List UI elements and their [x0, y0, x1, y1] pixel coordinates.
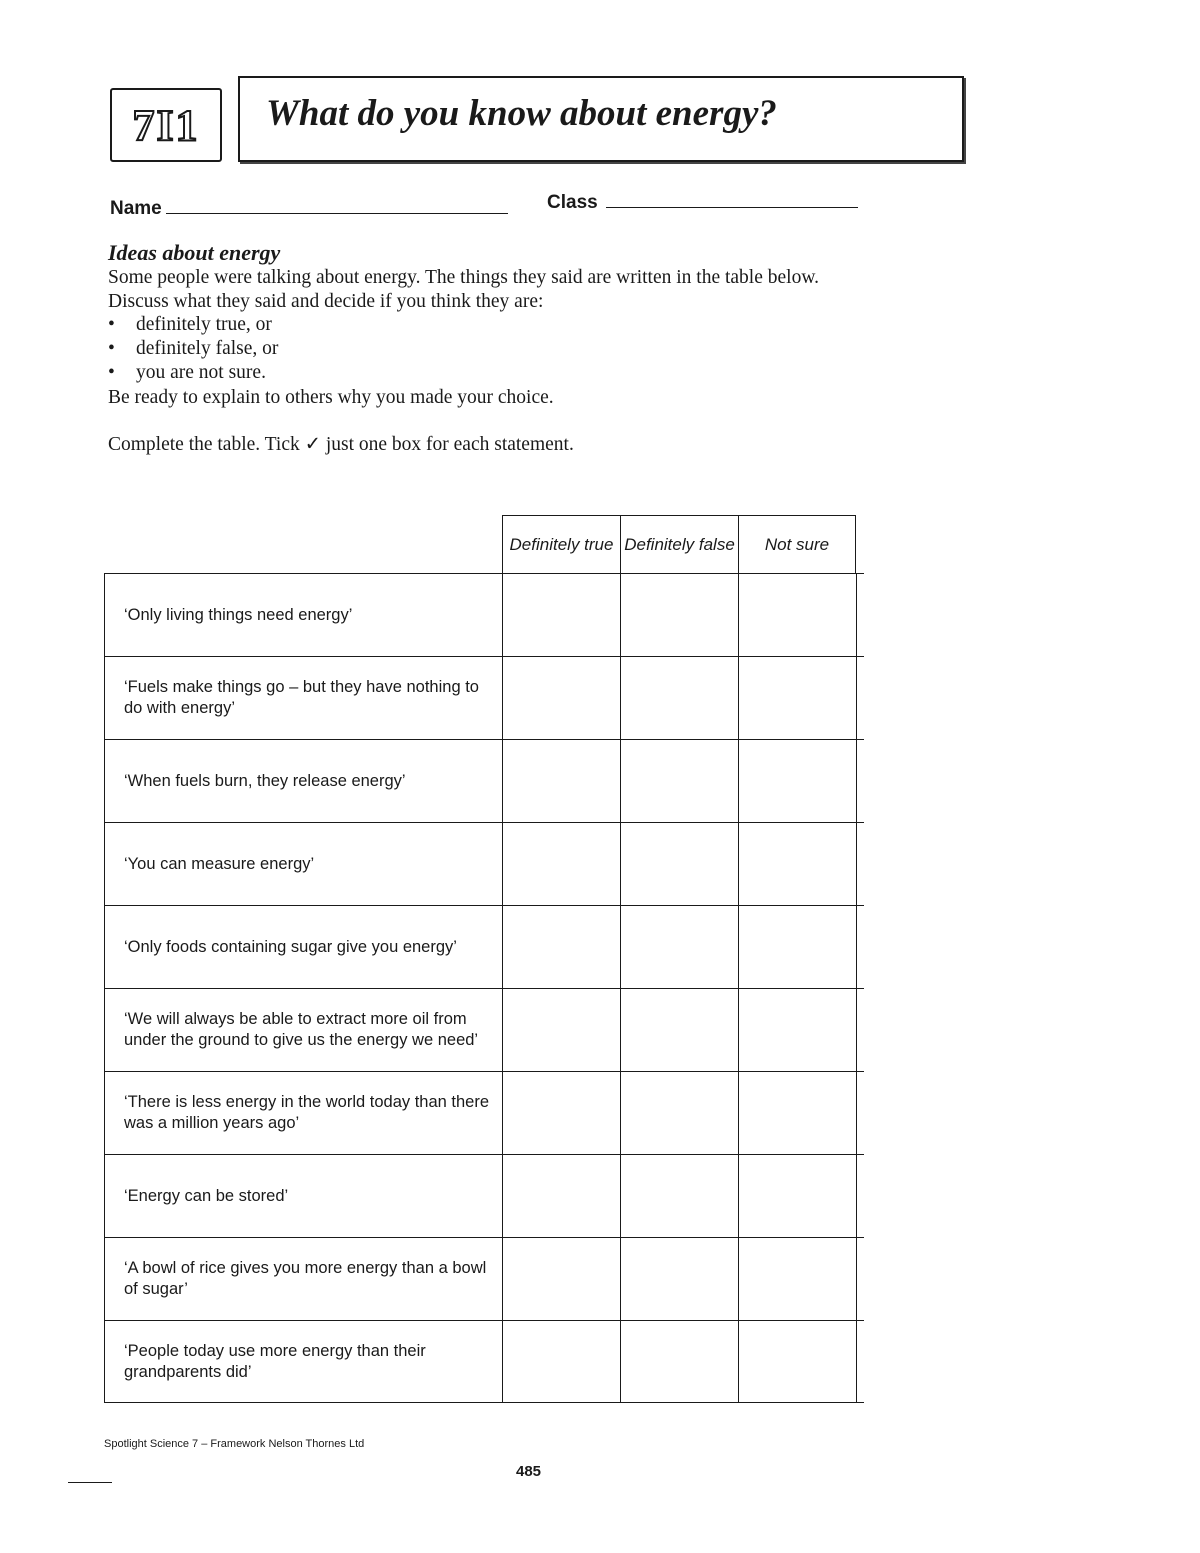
tick-box-false[interactable]	[620, 657, 738, 739]
tick-box-not-sure[interactable]	[738, 1238, 856, 1320]
name-label: Name	[110, 198, 162, 219]
bullet-item: • definitely false, or	[108, 338, 279, 359]
tick-box-false[interactable]	[620, 823, 738, 905]
tick-box-false[interactable]	[620, 1072, 738, 1154]
table-border-right	[856, 573, 857, 1403]
table-row	[104, 905, 864, 988]
table-row	[104, 1320, 864, 1403]
tick-box-true[interactable]	[502, 740, 620, 822]
tick-box-not-sure[interactable]	[738, 657, 856, 739]
tick-box-false[interactable]	[620, 1155, 738, 1237]
bullet-item: • definitely true, or	[108, 314, 272, 335]
tick-box-not-sure[interactable]	[738, 1155, 856, 1237]
col-header-not-sure: Not sure	[738, 515, 856, 573]
statement-text: ‘A bowl of rice gives you more energy than a bowl of sugar’	[124, 1259, 487, 1298]
col-header-definitely-false: Definitely false	[620, 515, 738, 573]
tick-box-true[interactable]	[502, 574, 620, 656]
table-col-divider	[738, 573, 739, 1403]
tick-box-true[interactable]	[502, 906, 620, 988]
instruction-text: Complete the table. Tick ✓ just one box for each statement.	[108, 434, 574, 455]
table-row	[104, 822, 864, 905]
tick-box-true[interactable]	[502, 989, 620, 1071]
class-field[interactable]	[606, 207, 858, 208]
footer-credit: Spotlight Science 7 – Framework Nelson Thornes Ltd	[104, 1438, 365, 1450]
unit-code: 7I1	[132, 100, 200, 150]
tick-box-true[interactable]	[502, 1238, 620, 1320]
class-label: Class	[547, 192, 598, 213]
unit-code-box	[110, 88, 222, 162]
tick-box-not-sure[interactable]	[738, 574, 856, 656]
col-header-definitely-true: Definitely true	[502, 515, 620, 573]
tick-box-not-sure[interactable]	[738, 823, 856, 905]
statement-text: ‘Only living things need energy’	[124, 605, 353, 624]
name-field[interactable]	[166, 213, 508, 214]
tick-box-not-sure[interactable]	[738, 989, 856, 1071]
tick-box-false[interactable]	[620, 989, 738, 1071]
tick-box-not-sure[interactable]	[738, 740, 856, 822]
table-border-left	[104, 573, 105, 1403]
statement-text: ‘Only foods containing sugar give you energy’	[124, 937, 457, 956]
table-row	[104, 1071, 864, 1154]
tick-box-false[interactable]	[620, 1321, 738, 1402]
table-col-divider	[620, 573, 621, 1403]
tick-box-false[interactable]	[620, 906, 738, 988]
tick-box-not-sure[interactable]	[738, 1072, 856, 1154]
page-number: 485	[516, 1463, 542, 1480]
table-row	[104, 573, 864, 656]
section-heading: Ideas about energy	[108, 240, 281, 265]
tick-box-false[interactable]	[620, 574, 738, 656]
statement-text: ‘Fuels make things go – but they have nothing to do with energy’	[124, 678, 479, 717]
intro-line-1: Some people were talking about energy. The things they said are written in the table below.	[108, 267, 820, 288]
tick-box-false[interactable]	[620, 1238, 738, 1320]
tick-box-true[interactable]	[502, 823, 620, 905]
bullet-item: • you are not sure.	[108, 362, 266, 383]
intro-line-2: Discuss what they said and decide if you think they are:	[108, 291, 544, 312]
table-row	[104, 739, 864, 822]
tick-box-true[interactable]	[502, 1155, 620, 1237]
statement-text: ‘You can measure energy’	[124, 854, 315, 873]
statement-text: ‘There is less energy in the world today than there was a million years ago’	[124, 1093, 490, 1132]
tick-box-true[interactable]	[502, 657, 620, 739]
table-row	[104, 988, 864, 1071]
table-col-divider	[502, 573, 503, 1403]
tick-box-true[interactable]	[502, 1321, 620, 1402]
intro-line-3: Be ready to explain to others why you made your choice.	[108, 387, 554, 408]
table-row	[104, 656, 864, 739]
tick-box-true[interactable]	[502, 1072, 620, 1154]
statement-text: ‘When fuels burn, they release energy’	[124, 771, 406, 790]
statements-table	[104, 515, 864, 1423]
tick-box-not-sure[interactable]	[738, 1321, 856, 1402]
tick-box-not-sure[interactable]	[738, 906, 856, 988]
statement-text: ‘Energy can be stored’	[124, 1186, 289, 1205]
tick-box-false[interactable]	[620, 740, 738, 822]
table-row	[104, 1154, 864, 1237]
statement-text: ‘We will always be able to extract more oil from under the ground to give us the energy we need’	[124, 1010, 479, 1049]
page-title: What do you know about energy?	[266, 93, 777, 134]
table-row	[104, 1237, 864, 1320]
statement-text: ‘People today use more energy than their grandparents did’	[124, 1341, 426, 1381]
margin-mark	[68, 1482, 112, 1483]
